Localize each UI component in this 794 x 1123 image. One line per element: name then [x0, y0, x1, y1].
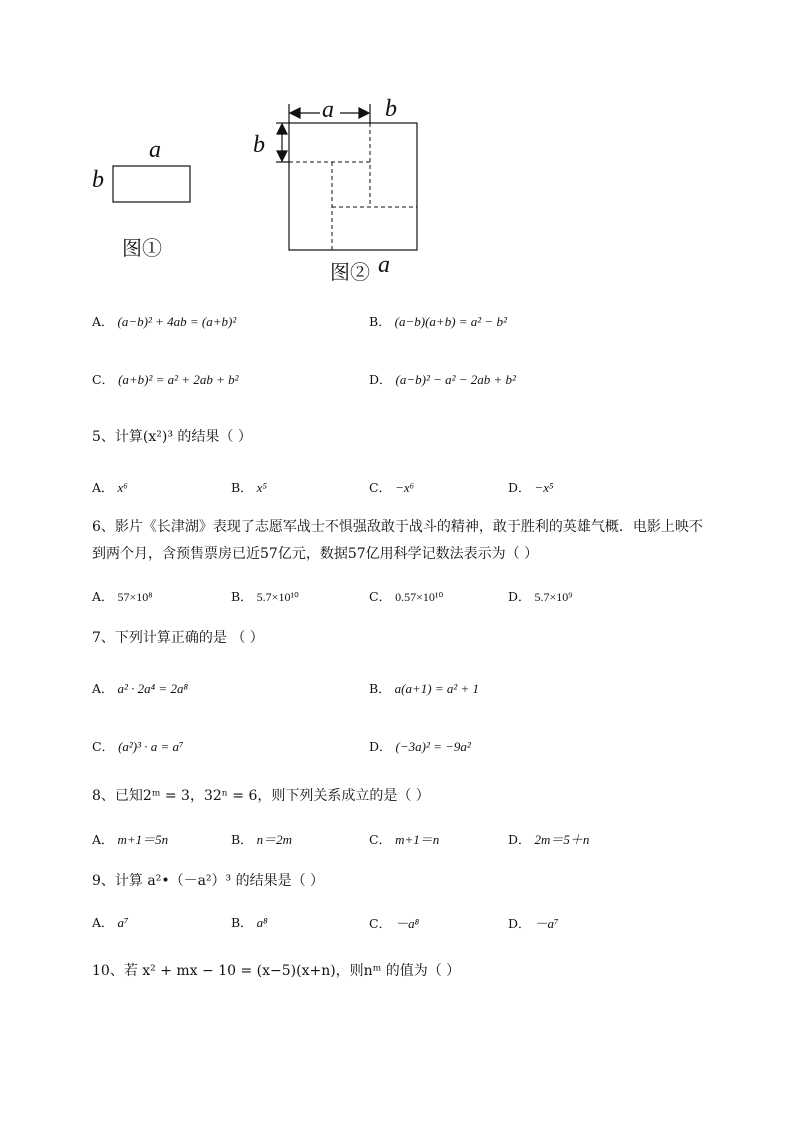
q5-option-a[interactable] — [92, 478, 128, 496]
option-letter: D． — [508, 589, 531, 604]
option-expression: (a+b)² = a² + 2ab + b² — [118, 372, 239, 387]
option-expression: －a⁸ — [395, 916, 420, 931]
option-letter: A． — [92, 832, 114, 847]
option-letter: A． — [92, 480, 114, 495]
option-letter: C． — [92, 372, 115, 387]
q10-stem: 10、若 x² + mx − 10 = (x−5)(x+n)，则nᵐ 的值为（ ） — [92, 963, 461, 979]
option-letter: A． — [92, 681, 114, 696]
q9-option-d[interactable] — [508, 913, 559, 932]
option-letter: B． — [231, 915, 253, 930]
option-letter: B． — [231, 480, 253, 495]
q8-option-a[interactable] — [92, 829, 168, 848]
q5-option-d[interactable] — [508, 478, 554, 496]
option-expression: a⁸ — [256, 915, 268, 930]
fig1-rectangle — [113, 166, 190, 202]
q7-option-d[interactable] — [369, 737, 471, 755]
q7-option-a[interactable] — [92, 679, 188, 697]
fig2-label-b-top: b — [385, 96, 397, 122]
q9-option-b[interactable] — [231, 913, 268, 931]
q7-stem: 7、下列计算正确的是 （ ） — [92, 630, 264, 646]
option-letter: B． — [369, 314, 391, 329]
option-letter: A． — [92, 589, 114, 604]
q6-option-c[interactable] — [369, 587, 443, 605]
option-expression: (a−b)² + 4ab = (a+b)² — [117, 314, 237, 329]
option-expression: a(a+1) = a² + 1 — [394, 681, 480, 696]
option-expression: m+1＝n — [395, 832, 440, 847]
fig2-dashed-lines — [289, 123, 417, 250]
fig2-label-b-left: b — [253, 132, 265, 158]
q9-option-c[interactable] — [369, 913, 419, 932]
option-expression: (−3a)² = −9a² — [395, 739, 471, 754]
option-expression: x⁵ — [256, 480, 267, 495]
option-letter: C． — [369, 916, 392, 931]
q6-option-d[interactable] — [508, 587, 572, 605]
option-letter: A． — [92, 915, 114, 930]
q6-option-a[interactable] — [92, 587, 152, 605]
fig1-label-a: a — [149, 137, 161, 163]
q7-option-c[interactable] — [92, 737, 184, 755]
option-letter: A． — [92, 314, 114, 329]
option-letter: D． — [508, 832, 531, 847]
option-expression: －a⁷ — [534, 916, 559, 931]
option-expression: m+1＝5n — [117, 832, 169, 847]
q4-option-a[interactable] — [92, 312, 236, 330]
option-letter: C． — [369, 480, 392, 495]
q5-stem: 5、计算(x²)³ 的结果（ ） — [92, 429, 252, 445]
option-expression: (a−b)² − a² − 2ab + b² — [395, 372, 516, 387]
q4-option-b[interactable] — [369, 312, 507, 330]
option-expression: n＝2m — [256, 832, 293, 847]
option-expression: 5.7×10¹⁰ — [256, 590, 299, 604]
option-letter: D． — [508, 916, 531, 931]
q4-option-d[interactable] — [369, 370, 516, 388]
fig1-caption: 图① — [122, 236, 162, 260]
fig2-square — [289, 123, 417, 250]
option-expression: x⁶ — [117, 480, 128, 495]
option-letter: D． — [369, 372, 392, 387]
option-expression: 5.7×10⁹ — [534, 590, 573, 604]
option-letter: B． — [369, 681, 391, 696]
q8-stem: 8、已知2ᵐ = 3，32ⁿ = 6，则下列关系成立的是（ ） — [92, 788, 430, 804]
option-letter: D． — [508, 480, 531, 495]
option-expression: a⁷ — [117, 915, 129, 930]
fig2-label-a-bottom: a — [378, 252, 390, 278]
q6-option-b[interactable] — [231, 587, 299, 605]
q6-stem-line1: 6、影片《长津湖》表现了志愿军战士不惧强敌敢于战斗的精神，敢于胜利的英雄气概．电影上映不 — [92, 519, 703, 535]
fig2-caption: 图② — [330, 260, 370, 284]
option-letter: C． — [369, 832, 392, 847]
option-letter: C． — [92, 739, 115, 754]
fig2-label-a-top: a — [322, 97, 334, 123]
fig1-label-b: b — [92, 167, 104, 193]
option-letter: B． — [231, 589, 253, 604]
option-expression: 57×10⁸ — [117, 590, 153, 604]
option-expression: 2m＝5＋n — [534, 832, 590, 847]
option-expression: a² · 2a⁴ = 2a⁸ — [117, 681, 188, 696]
option-expression: (a−b)(a+b) = a² − b² — [394, 314, 507, 329]
option-expression: 0.57×10¹⁰ — [395, 590, 444, 604]
q6-stem-line2: 到两个月，含预售票房已近57亿元，数据57亿用科学记数法表示为（ ） — [92, 546, 539, 562]
option-expression: (a²)³ · a = a⁷ — [118, 739, 184, 754]
q5-option-c[interactable] — [369, 478, 414, 496]
option-expression: −x⁵ — [534, 480, 554, 495]
q8-option-b[interactable] — [231, 829, 292, 848]
option-expression: −x⁶ — [395, 480, 415, 495]
q9-option-a[interactable] — [92, 913, 129, 931]
q8-option-d[interactable] — [508, 829, 589, 848]
q5-option-b[interactable] — [231, 478, 267, 496]
q8-option-c[interactable] — [369, 829, 439, 848]
q4-option-c[interactable] — [92, 370, 239, 388]
option-letter: D． — [369, 739, 392, 754]
q9-stem: 9、计算 a²•（－a²）³ 的结果是（ ） — [92, 873, 325, 889]
fig2-left-arrow — [276, 123, 289, 162]
option-letter: C． — [369, 589, 392, 604]
q7-option-b[interactable] — [369, 679, 479, 697]
option-letter: B． — [231, 832, 253, 847]
